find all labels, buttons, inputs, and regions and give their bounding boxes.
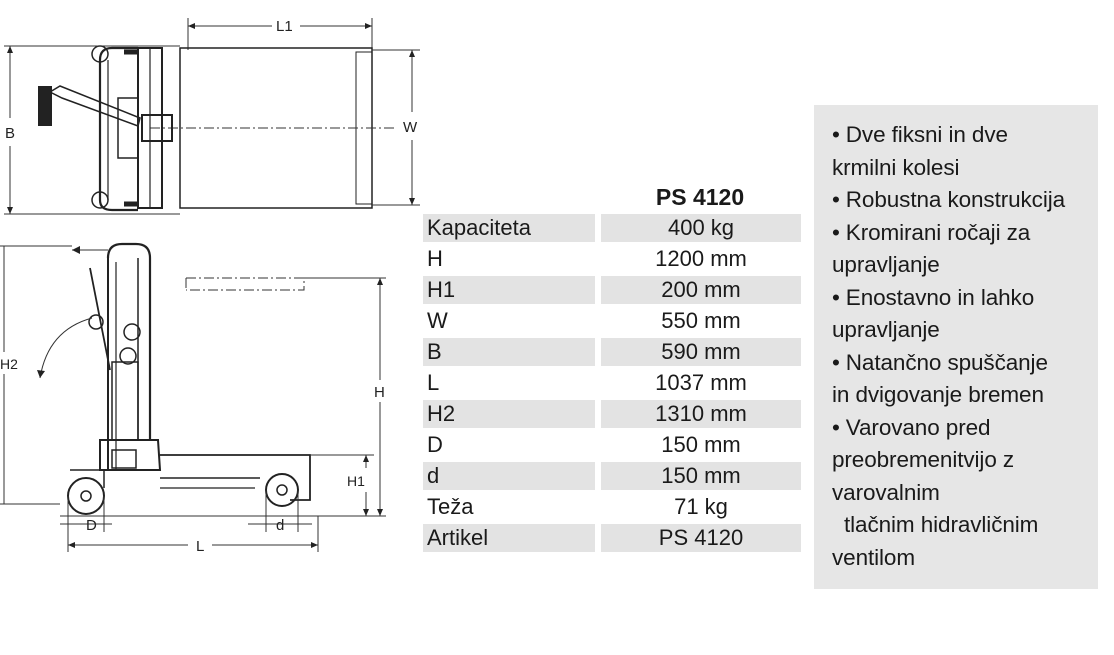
spec-row [423,431,801,459]
feature-line: preobremenitvijo z [832,447,1015,472]
label-b: B [5,125,16,142]
spec-value: 71 kg [674,494,728,519]
label-l: L [196,538,205,555]
spec-row [423,276,801,304]
spec-value: 1037 mm [655,370,747,395]
spec-row [423,462,801,490]
model-title: PS 4120 [655,184,745,210]
feature-line: upravljanje [832,252,940,277]
spec-key: H2 [423,400,595,428]
feature-item [832,184,1098,217]
spec-key: Artikel [423,524,595,552]
feature-line: Robustna konstrukcija [845,187,1066,212]
label-l1: L1 [276,18,293,35]
feature-line: Varovano pred [845,414,991,440]
feature-line: varovalnim [832,479,940,505]
technical-drawing [0,0,430,580]
feature-line: ventilom [832,544,915,570]
bullet: • [832,122,840,147]
bullet: • [832,284,840,310]
label-h2: H2 [0,356,18,372]
spec-value: 150 mm [601,462,801,490]
feature-item [832,217,1098,282]
feature-item [832,119,1098,184]
spec-row [423,245,801,273]
spec-key: H [427,246,443,271]
spec-value: 550 mm [661,308,741,333]
spec-row [423,493,801,521]
feature-line: krmilni kolesi [832,154,960,180]
spec-value: 400 kg [601,214,801,242]
feature-line: Dve fiksni in dve [845,122,1008,147]
spec-key: W [427,308,448,333]
feature-line: Natančno spuščanje [845,349,1048,375]
side-view [0,244,386,555]
top-view [4,18,420,214]
feature-line: Enostavno in lahko [845,284,1035,310]
bullet: • [832,187,840,212]
spec-value: PS 4120 [601,524,801,552]
spec-value: 1310 mm [601,400,801,428]
label-w: W [403,119,418,136]
spec-value: 200 mm [601,276,801,304]
bullet: • [832,219,840,245]
spec-row [423,369,801,397]
spec-key: Kapaciteta [423,214,595,242]
spec-row [423,214,801,242]
spec-value: 150 mm [661,432,741,457]
spec-key: H1 [423,276,595,304]
spec-value: 1200 mm [655,246,747,271]
spec-key: D [427,432,443,457]
feature-line: tlačnim hidravličnim [844,512,1039,537]
feature-item [832,412,1098,575]
spec-row [423,524,801,552]
label-h: H [374,384,385,401]
bullet: • [832,414,840,440]
feature-line: Kromirani ročaji za [845,219,1031,245]
feature-item [832,347,1098,412]
feature-line: upravljanje [832,317,940,342]
label-d-big: D [86,517,97,534]
spec-row [423,400,801,428]
feature-item [832,282,1098,347]
bullet: • [832,349,840,375]
specs-table-section [423,180,801,555]
spec-value: 590 mm [601,338,801,366]
spec-key: L [427,370,440,395]
spec-row [423,307,801,335]
label-d-small: d [276,517,285,534]
feature-list [814,105,1098,574]
specs-table [423,211,801,555]
label-h1: H1 [347,473,365,489]
feature-line: in dvigovanje bremen [832,382,1044,407]
spec-key: B [423,338,595,366]
spec-row [423,338,801,366]
spec-key: Teža [427,494,474,519]
features-box [814,105,1098,589]
spec-key: d [423,462,595,490]
